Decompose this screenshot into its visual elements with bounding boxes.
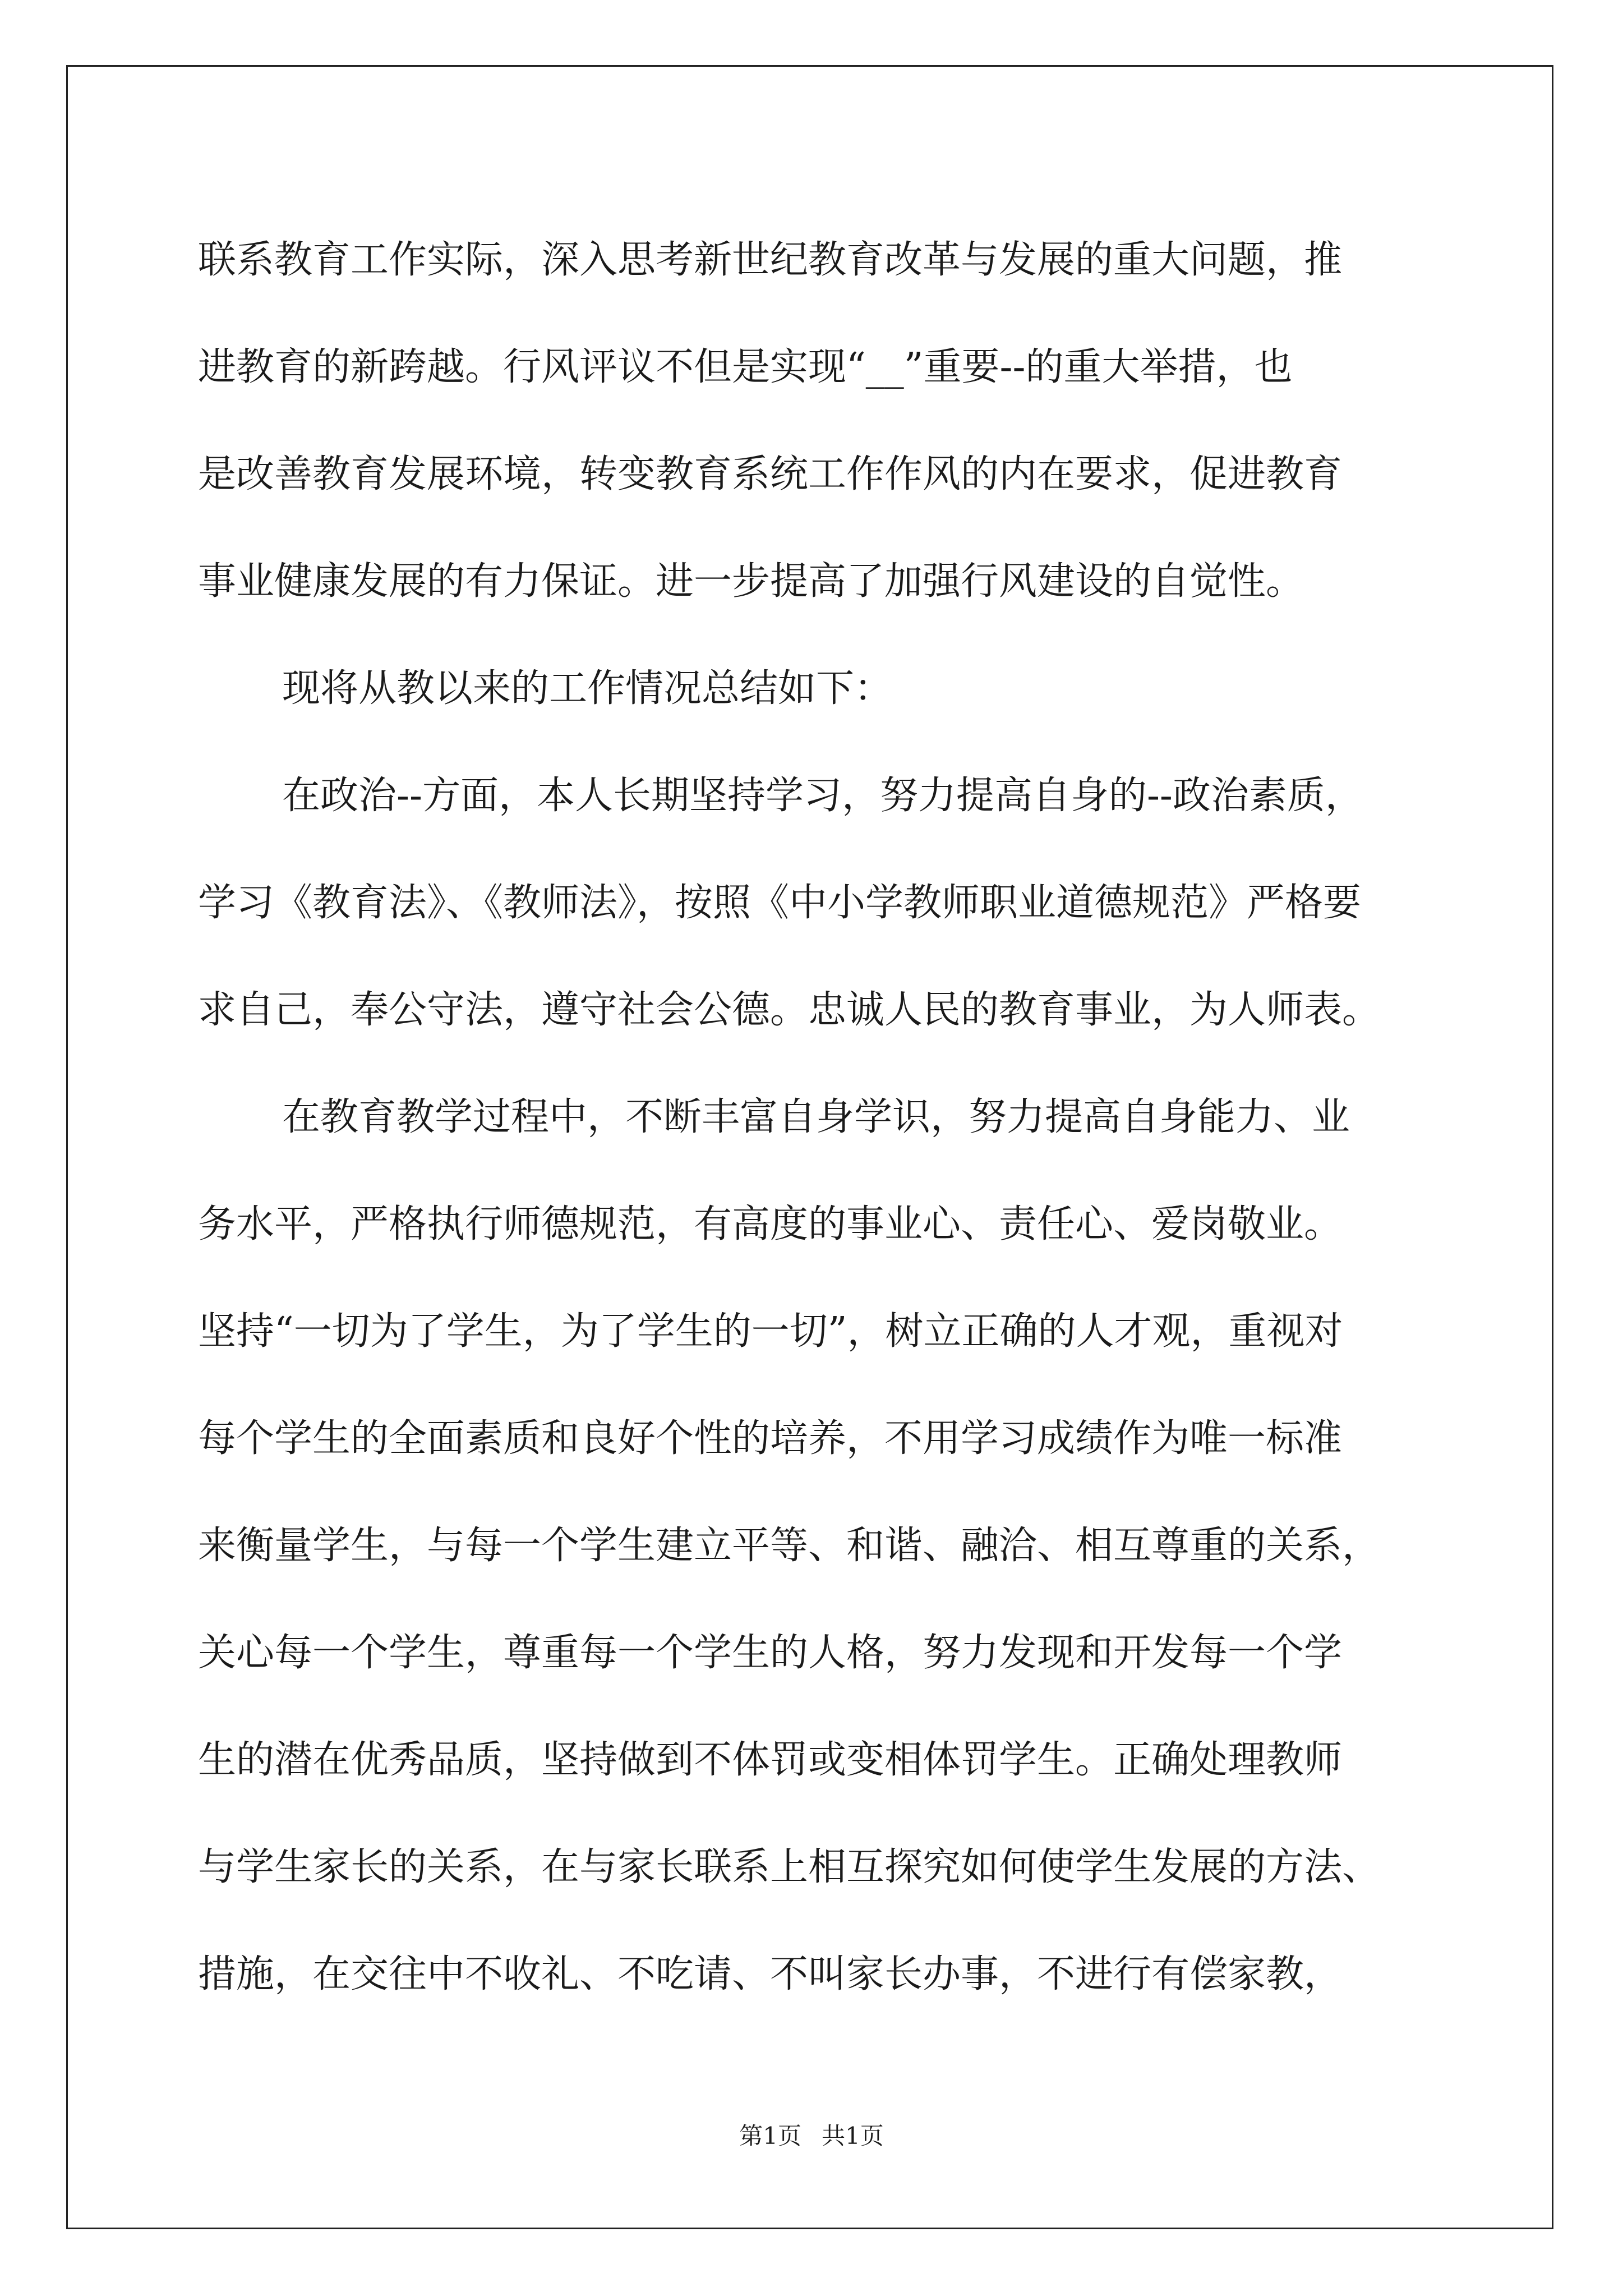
text-line-14: 关心每一个学生，尊重每一个学生的人格，努力发现和开发每一个学 — [198, 1631, 1343, 1675]
text-line-10: 务水平，严格执行师德规范，有高度的事业心、责任心、爱岗敬业。 — [198, 1202, 1343, 1246]
text-line-15: 生的潜在优秀品质，坚持做到不体罚或变相体罚学生。正确处理教师 — [198, 1738, 1343, 1782]
text-line-13: 来衡量学生，与每一个学生建立平等、和谐、融洽、相互尊重的关系， — [198, 1524, 1381, 1568]
text-line-3: 是改善教育发展环境，转变教育系统工作作风的内在要求，促进教育 — [198, 452, 1343, 496]
text-line-9: 在教育教学过程中，不断丰富自身学识，努力提高自身能力、业 — [282, 1095, 1350, 1139]
text-line-1: 联系教育工作实际，深入思考新世纪教育改革与发展的重大问题，推 — [198, 238, 1343, 282]
text-line-4: 事业健康发展的有力保证。进一步提高了加强行风建设的自觉性。 — [198, 559, 1304, 604]
page-number: 第1页 — [739, 2122, 801, 2150]
page-total: 共1页 — [822, 2122, 884, 2150]
text-line-2: 进教育的新跨越。行风评议不但是实现“__”重要--的重大举措，也 — [198, 345, 1293, 389]
page-footer — [0, 2119, 1623, 2153]
text-line-17: 措施，在交往中不收礼、不吃请、不叫家长办事，不进行有偿家教， — [198, 1952, 1343, 1996]
text-line-12: 每个学生的全面素质和良好个性的培养，不用学习成绩作为唯一标准 — [198, 1416, 1343, 1461]
text-line-11: 坚持“一切为了学生，为了学生的一切”，树立正确的人才观，重视对 — [198, 1309, 1343, 1354]
text-line-16: 与学生家长的关系，在与家长联系上相互探究如何使学生发展的方法、 — [198, 1845, 1381, 1889]
document-body — [198, 206, 1432, 2028]
text-line-5: 现将从教以来的工作情况总结如下： — [282, 666, 893, 711]
text-line-7: 学习《教育法》、《教师法》，按照《中小学教师职业道德规范》严格要 — [198, 881, 1362, 925]
text-line-8: 求自己，奉公守法，遵守社会公德。忠诚人民的教育事业，为人师表。 — [198, 988, 1381, 1032]
text-line-6: 在政治--方面，本人长期坚持学习，努力提高自身的--政治素质， — [282, 774, 1363, 818]
